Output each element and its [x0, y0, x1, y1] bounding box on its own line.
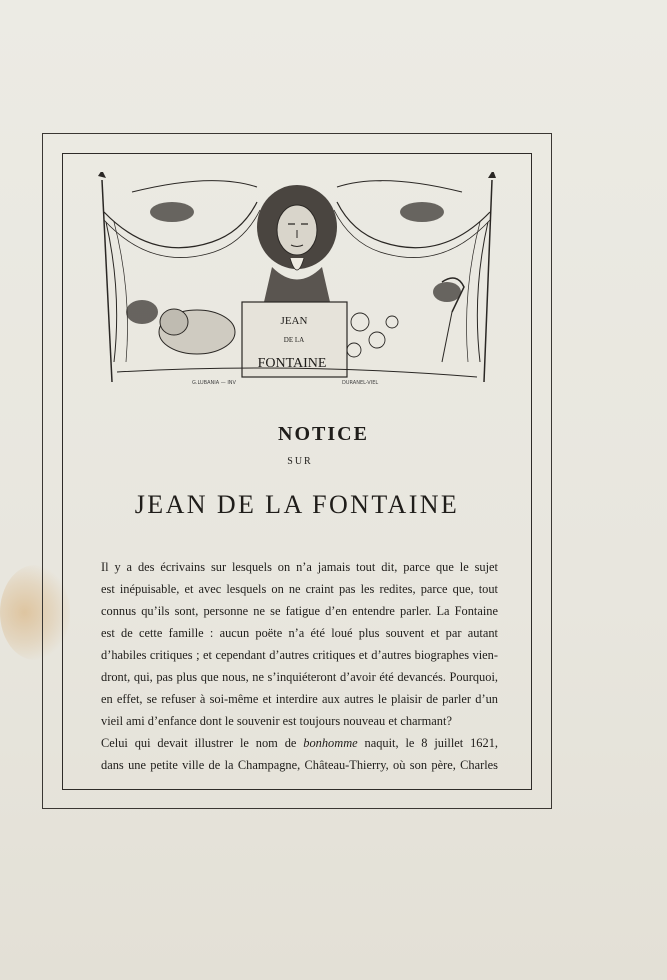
plaque-line3: FONTAINE — [257, 356, 327, 371]
subject-title: JEAN DE LA FONTAINE — [134, 490, 460, 519]
paragraph-2 — [83, 732, 498, 776]
artist-credit: G.LUBANIA — INV — [192, 380, 236, 386]
text-line: est inépuisable, et avec lesquels on ne craint pas les redites, parce que, tout — [101, 582, 498, 596]
text-line: dront, qui, pas plus que nous, ne s’inquiéteront d’avoir été devancés. Pourquoi, — [101, 670, 498, 684]
plaque-line2: DE LA — [283, 336, 305, 344]
plaque-line1: JEAN — [280, 315, 308, 327]
notice-title: NOTICE — [278, 423, 369, 445]
italic-word: bonhomme — [303, 736, 358, 750]
paragraph-1 — [83, 556, 498, 732]
engraved-vignette — [92, 172, 502, 387]
text-line: vieil ami d’enfance dont le souvenir est toujours nouveau et charmant? — [101, 714, 452, 728]
text-line: d’habiles critiques ; et cependant d’autres critiques et d’autres biographes vien- — [101, 648, 498, 662]
engraver-credit: DURANEL-VIEL — [342, 380, 379, 386]
notice-sur: SUR — [287, 456, 313, 467]
notice-body — [83, 556, 498, 776]
text-line: connus qu’ils sont, personne ne se fatigue d’en entendre parler. La Fontaine — [101, 604, 498, 618]
text-line: Celui qui devait illustrer le nom de bonhomme naquit, le 8 juillet 1621, — [101, 736, 498, 750]
text-line: dans une petite ville de la Champagne, Château-Thierry, où son père, Charles — [101, 758, 498, 772]
text-line: est de cette famille : aucun poëte n’a été loué plus souvent et par autant — [101, 626, 498, 640]
text-line: en effet, se refuser à soi-même et interdire aux autres le plaisir de parler d’un — [101, 692, 498, 706]
text-line: Il y a des écrivains sur lesquels on n’a jamais tout dit, parce que le sujet — [101, 560, 498, 574]
